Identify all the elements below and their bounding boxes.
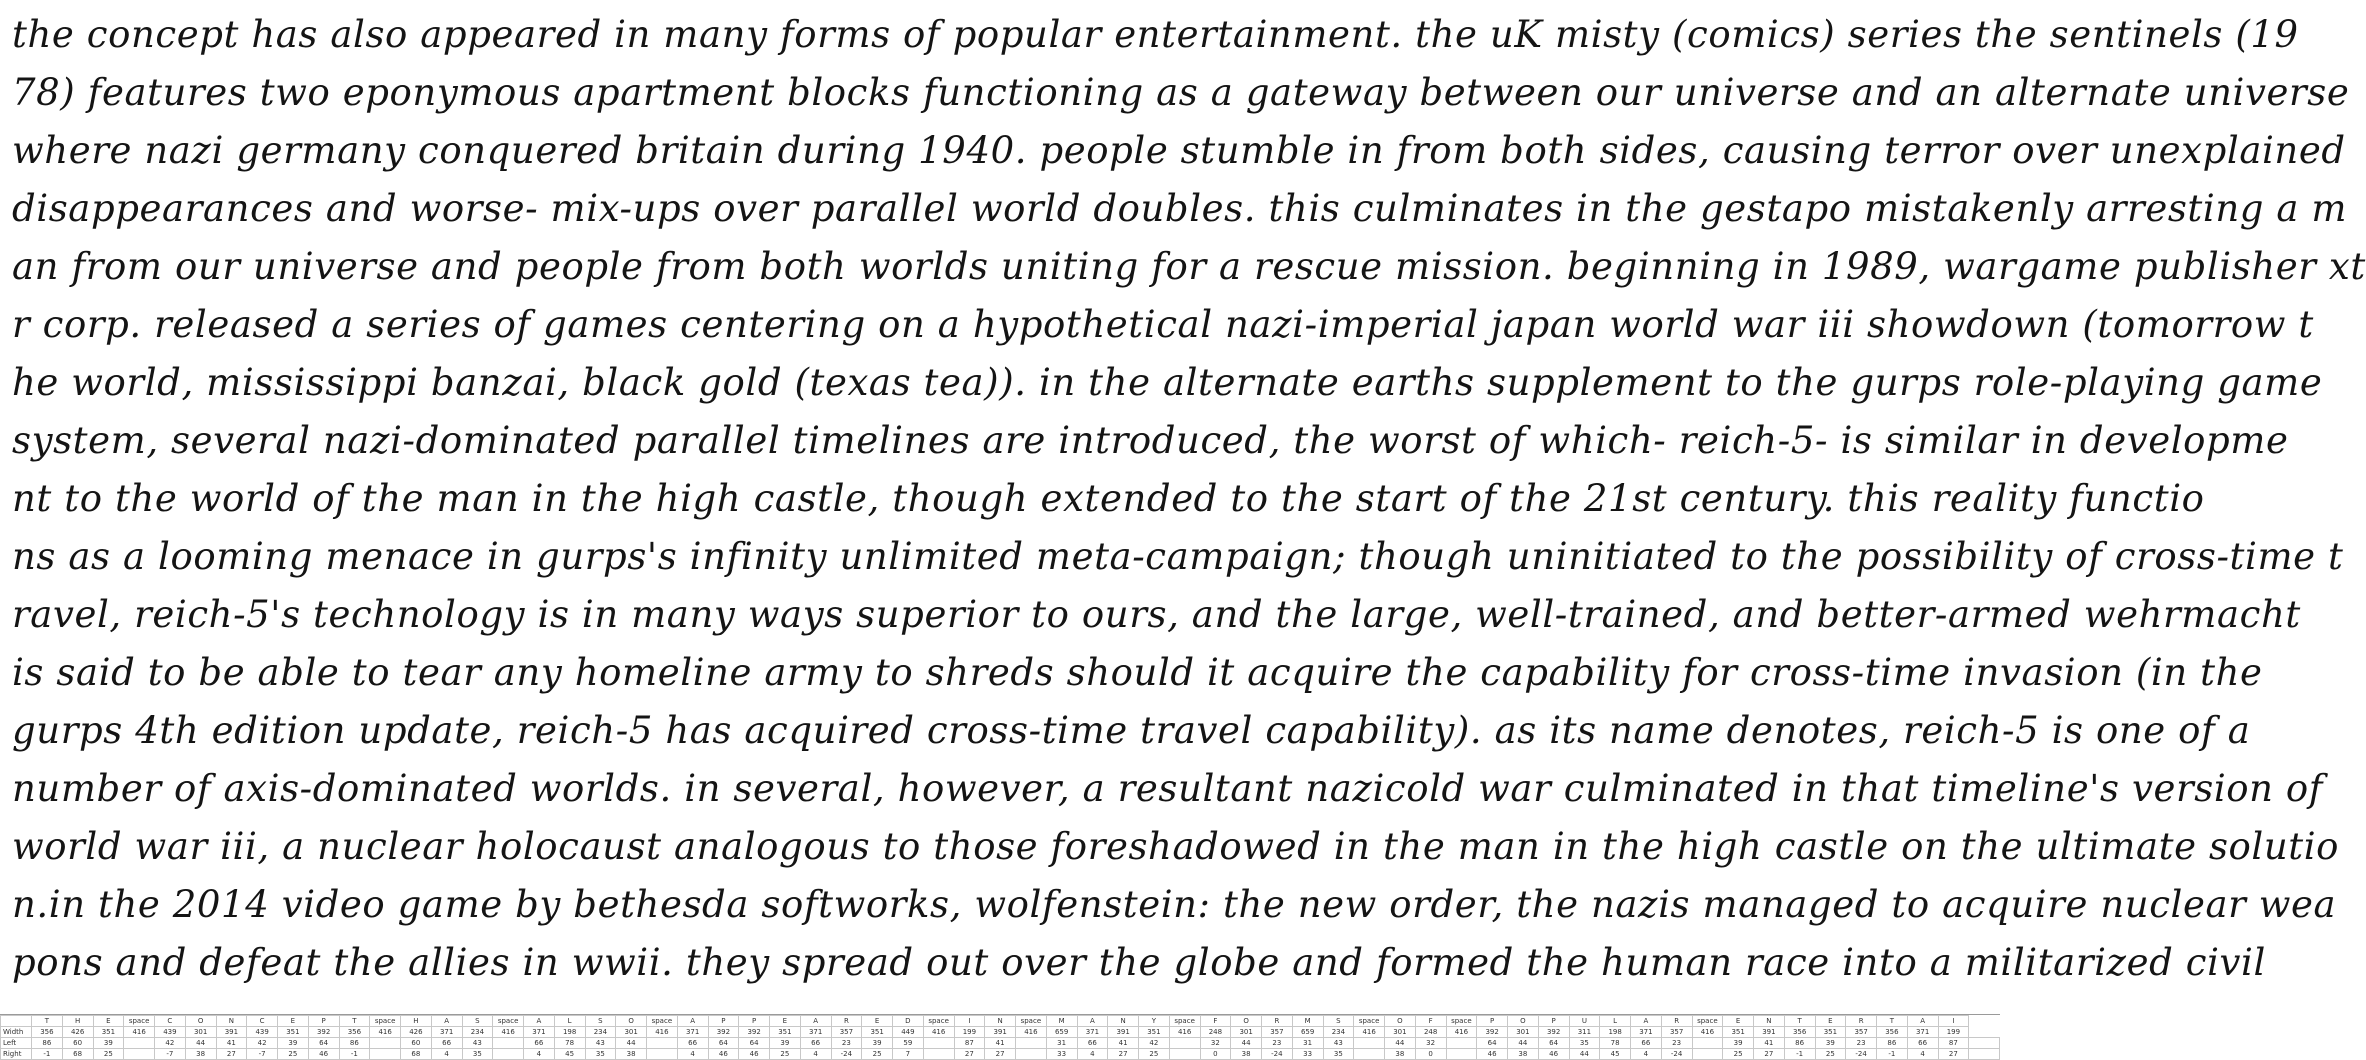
metrics-cell: space [1016,1016,1047,1027]
metrics-cell: 38 [1385,1049,1416,1060]
metrics-cell: 7 [893,1049,924,1060]
metrics-cell: 27 [954,1049,985,1060]
metrics-cell: 371 [677,1027,708,1038]
metrics-cell [370,1038,401,1049]
metrics-cell: P [708,1016,739,1027]
metrics-cell: 46 [708,1049,739,1060]
metrics-cell: 301 [1231,1027,1262,1038]
metrics-cell [124,1038,155,1049]
metrics-cell: 357 [1262,1027,1293,1038]
text-line: disappearances and worse- mix-ups over parallel world doubles. this culminates in the gestapo mistakenly arresting a m [12,187,2348,230]
metrics-cell: space [124,1016,155,1027]
metrics-cell [1446,1038,1477,1049]
metrics-cell: 25 [278,1049,309,1060]
metrics-cell: 416 [647,1027,678,1038]
metrics-cell: 43 [462,1038,493,1049]
metrics-cell: 38 [185,1049,216,1060]
metrics-cell: 86 [1784,1038,1815,1049]
metrics-cell: 416 [923,1027,954,1038]
metrics-cell: 38 [1231,1049,1262,1060]
metrics-cell: 4 [1631,1049,1662,1060]
metrics-cell [1969,1038,2000,1049]
text-line: 78) features two eponymous apartment blocks functioning as a gateway between our universe and an alternate universe [12,71,2350,114]
metrics-cell: 351 [770,1027,801,1038]
metrics-cell: 42 [1139,1038,1170,1049]
metrics-cell: 27 [216,1049,247,1060]
metrics-cell: A [1631,1016,1662,1027]
text-line: ns as a looming menace in gurps's infinity unlimited meta-campaign; though uninitiated to the possibility of cross-time t [12,535,2344,578]
metrics-cell: 416 [493,1027,524,1038]
metrics-cell: 25 [770,1049,801,1060]
metrics-cell: 392 [308,1027,339,1038]
metrics-cell: T [32,1016,63,1027]
metrics-row-label: Right [1,1049,32,1060]
metrics-cell: O [616,1016,647,1027]
metrics-cell: C [247,1016,278,1027]
metrics-cell: 391 [1108,1027,1139,1038]
metrics-cell: 416 [1446,1027,1477,1038]
metrics-cell [1016,1038,1047,1049]
text-line: system, several nazi-dominated parallel timelines are introduced, the worst of which- reich-5- is similar in developme [12,419,2289,462]
metrics-cell: 32 [1200,1038,1231,1049]
metrics-cell: 41 [1754,1038,1785,1049]
metrics-cell: 25 [93,1049,124,1060]
metrics-cell: S [1323,1016,1354,1027]
metrics-cell: 44 [1569,1049,1600,1060]
metrics-cell: 44 [1231,1038,1262,1049]
metrics-cell: 46 [739,1049,770,1060]
metrics-cell: -1 [339,1049,370,1060]
text-line: the concept has also appeared in many forms of popular entertainment. the uK misty (comics) series the sentinels (19 [12,13,2299,56]
metrics-cell: T [1877,1016,1908,1027]
metrics-cell: 416 [1692,1027,1723,1038]
metrics-cell: 87 [1938,1038,1969,1049]
metrics-cell: A [1907,1016,1938,1027]
text-line: is said to be able to tear any homeline army to shreds should it acquire the capability for cross-time invasion (in the [12,651,2263,694]
metrics-cell: 46 [308,1049,339,1060]
metrics-cell [1354,1049,1385,1060]
metrics-cell: -1 [32,1049,63,1060]
metrics-left-row [1,1038,2000,1049]
metrics-cell: space [1446,1016,1477,1027]
metrics-cell: 248 [1415,1027,1446,1038]
metrics-cell: 426 [62,1027,93,1038]
metrics-cell: 45 [554,1049,585,1060]
metrics-cell: 25 [862,1049,893,1060]
metrics-cell [647,1038,678,1049]
metrics-cell: R [1846,1016,1877,1027]
metrics-cell: 301 [185,1027,216,1038]
metrics-cell: space [1169,1016,1200,1027]
metrics-cell: 64 [1477,1038,1508,1049]
metrics-cell: 301 [1385,1027,1416,1038]
metrics-cell: 351 [862,1027,893,1038]
metrics-cell: 38 [1508,1049,1539,1060]
metrics-cell: 357 [1846,1027,1877,1038]
metrics-cell: 41 [216,1038,247,1049]
metrics-row-label [1,1016,32,1027]
metrics-cell: 86 [32,1038,63,1049]
metrics-cell: 60 [62,1038,93,1049]
metrics-cell: 87 [954,1038,985,1049]
metrics-cell: 43 [1323,1038,1354,1049]
metrics-cell: 371 [1077,1027,1108,1038]
metrics-cell: R [1262,1016,1293,1027]
metrics-cell: -7 [247,1049,278,1060]
metrics-cell: 4 [524,1049,555,1060]
metrics-cell [647,1049,678,1060]
metrics-cell: R [831,1016,862,1027]
metrics-cell: S [585,1016,616,1027]
text-line: number of axis-dominated worlds. in several, however, a resultant nazicold war culminated in that timeline's version of [12,767,2324,810]
metrics-cell: 371 [524,1027,555,1038]
metrics-cell: I [954,1016,985,1027]
metrics-cell: P [1477,1016,1508,1027]
metrics-cell: 391 [985,1027,1016,1038]
metrics-cell: 0 [1415,1049,1446,1060]
metrics-cell: 44 [616,1038,647,1049]
metrics-cell: 4 [1907,1049,1938,1060]
metrics-cell: 371 [431,1027,462,1038]
metrics-cell: 27 [1108,1049,1139,1060]
text-line: n.in the 2014 video game by bethesda softworks, wolfenstein: the new order, the nazis managed to acquire nuclear wea [12,883,2337,926]
metrics-cell: I [1938,1016,1969,1027]
metrics-cell [1969,1049,2000,1060]
metrics-cell: 426 [401,1027,432,1038]
metrics-cell: 23 [1661,1038,1692,1049]
metrics-cell: 86 [1877,1038,1908,1049]
metrics-cell: 392 [739,1027,770,1038]
metrics-cell: A [524,1016,555,1027]
metrics-cell: 351 [1139,1027,1170,1038]
metrics-cell: M [1046,1016,1077,1027]
metrics-cell: L [554,1016,585,1027]
text-line: he world, mississippi banzai, black gold (texas tea)). in the alternate earths supplement to the gurps role-playing game [12,361,2323,404]
metrics-cell: 39 [770,1038,801,1049]
metrics-cell: 45 [1600,1049,1631,1060]
metrics-cell: 351 [1723,1027,1754,1038]
metrics-cell: 351 [278,1027,309,1038]
metrics-cell: 27 [1938,1049,1969,1060]
metrics-cell [370,1049,401,1060]
metrics-cell [493,1049,524,1060]
metrics-cell: 35 [462,1049,493,1060]
metrics-cell: 371 [800,1027,831,1038]
metrics-cell: 60 [401,1038,432,1049]
metrics-cell: 4 [800,1049,831,1060]
metrics-cell: 64 [308,1038,339,1049]
metrics-cell: 25 [1139,1049,1170,1060]
metrics-cell: 23 [831,1038,862,1049]
metrics-cell [1692,1038,1723,1049]
metrics-cell: A [800,1016,831,1027]
metrics-cell: 78 [1600,1038,1631,1049]
metrics-cell: E [93,1016,124,1027]
metrics-cell: 66 [1907,1038,1938,1049]
metrics-cell: 25 [1815,1049,1846,1060]
metrics-cell: U [1569,1016,1600,1027]
metrics-cell: 27 [985,1049,1016,1060]
metrics-cell: 64 [1538,1038,1569,1049]
metrics-cell: 68 [401,1049,432,1060]
text-line: nt to the world of the man in the high castle, though extended to the start of the 21st century. this reality functio [12,477,2205,520]
metrics-cell: 392 [1477,1027,1508,1038]
metrics-cell: 659 [1046,1027,1077,1038]
metrics-cell: M [1292,1016,1323,1027]
metrics-cell: 391 [1754,1027,1785,1038]
metrics-cell: 351 [93,1027,124,1038]
metrics-cell: -24 [1846,1049,1877,1060]
metrics-cell: R [1661,1016,1692,1027]
metrics-cell: 33 [1046,1049,1077,1060]
metrics-cell: T [1784,1016,1815,1027]
metrics-cell [1169,1038,1200,1049]
metrics-cell: 27 [1754,1049,1785,1060]
metrics-cell: 392 [1538,1027,1569,1038]
metrics-cell: 44 [1385,1038,1416,1049]
metrics-cell: 78 [554,1038,585,1049]
metrics-cell: 39 [93,1038,124,1049]
metrics-cell: 449 [893,1027,924,1038]
metrics-cell: 66 [677,1038,708,1049]
metrics-row-label: Width [1,1027,32,1038]
metrics-cell: -24 [1262,1049,1293,1060]
text-line: r corp. released a series of games centering on a hypothetical nazi-imperial japan world war iii showdown (tomorrow t [12,303,2314,346]
metrics-cell: 66 [800,1038,831,1049]
metrics-cell: 234 [1323,1027,1354,1038]
metrics-cell: 4 [1077,1049,1108,1060]
metrics-cell: space [1354,1016,1385,1027]
metrics-cell: O [1231,1016,1262,1027]
metrics-cell: 371 [1631,1027,1662,1038]
metrics-cell: E [278,1016,309,1027]
metrics-cell: F [1200,1016,1231,1027]
metrics-cell: 301 [616,1027,647,1038]
metrics-cell: 64 [739,1038,770,1049]
metrics-cell: 356 [339,1027,370,1038]
metrics-cell: 234 [585,1027,616,1038]
metrics-cell: 416 [370,1027,401,1038]
metrics-cell: 199 [1938,1027,1969,1038]
metrics-cell: A [1077,1016,1108,1027]
metrics-cell: 42 [155,1038,186,1049]
metrics-cell: 23 [1846,1038,1877,1049]
metrics-cell: 439 [155,1027,186,1038]
metrics-cell: 66 [524,1038,555,1049]
metrics-cell: -1 [1877,1049,1908,1060]
metrics-cell: 42 [247,1038,278,1049]
metrics-cell: 356 [1784,1027,1815,1038]
metrics-cell: 248 [1200,1027,1231,1038]
metrics-cell: space [493,1016,524,1027]
metrics-cell: 4 [431,1049,462,1060]
metrics-width-row [1,1027,2000,1038]
metrics-cell: 38 [616,1049,647,1060]
metrics-cell [923,1038,954,1049]
metrics-cell: 356 [1877,1027,1908,1038]
metrics-cell: 416 [1016,1027,1047,1038]
metrics-cell: 416 [1169,1027,1200,1038]
metrics-cell: space [923,1016,954,1027]
metrics-cell: -7 [155,1049,186,1060]
text-line: ravel, reich-5's technology is in many ways superior to ours, and the large, well-trained, and better-armed wehrmacht [12,593,2301,636]
metrics-cell: 0 [1200,1049,1231,1060]
metrics-cell: 439 [247,1027,278,1038]
text-line: an from our universe and people from both worlds uniting for a rescue mission. beginning in 1989, wargame publisher xt [12,245,2366,288]
metrics-cell: 198 [554,1027,585,1038]
metrics-cell: 351 [1815,1027,1846,1038]
metrics-cell: 4 [677,1049,708,1060]
metrics-cell: 311 [1569,1027,1600,1038]
metrics-cell: 659 [1292,1027,1323,1038]
metrics-cell: 416 [124,1027,155,1038]
metrics-cell: L [1600,1016,1631,1027]
metrics-cell: 39 [1815,1038,1846,1049]
font-metrics-table [0,1014,2000,1058]
metrics-cell: C [155,1016,186,1027]
metrics-cell: 32 [1415,1038,1446,1049]
metrics-cell: Y [1139,1016,1170,1027]
metrics-cell: space [370,1016,401,1027]
metrics-cell: A [431,1016,462,1027]
text-line: where nazi germany conquered britain during 1940. people stumble in from both sides, causing terror over unexplained [12,129,2346,172]
metrics-cell: N [216,1016,247,1027]
metrics-cell: P [1538,1016,1569,1027]
metrics-cell [1692,1049,1723,1060]
metrics-cell: H [401,1016,432,1027]
text-line: gurps 4th edition update, reich-5 has acquired cross-time travel capability). as its name denotes, reich-5 is one of a [12,709,2251,752]
metrics-cell: 357 [831,1027,862,1038]
metrics-cell: O [185,1016,216,1027]
metrics-cell [1016,1049,1047,1060]
metrics-cell: E [1723,1016,1754,1027]
metrics-cell: 25 [1723,1049,1754,1060]
metrics-cell: 59 [893,1038,924,1049]
metrics-cell: 33 [1292,1049,1323,1060]
metrics-cell: space [1692,1016,1723,1027]
metrics-cell: E [1815,1016,1846,1027]
metrics-cell: 392 [708,1027,739,1038]
metrics-cell: -24 [1661,1049,1692,1060]
metrics-cell: 31 [1292,1038,1323,1049]
metrics-cell: D [893,1016,924,1027]
metrics-row-label: Left [1,1038,32,1049]
metrics-cell: 41 [1108,1038,1139,1049]
metrics-cell: 64 [708,1038,739,1049]
metrics-cell [1446,1049,1477,1060]
metrics-cell: 66 [1631,1038,1662,1049]
metrics-cell: -24 [831,1049,862,1060]
metrics-cell: S [462,1016,493,1027]
metrics-cell: 39 [278,1038,309,1049]
metrics-cell: 391 [216,1027,247,1038]
text-line: world war iii, a nuclear holocaust analogous to those foreshadowed in the man in the high castle on the ultimate solutio [12,825,2340,868]
metrics-cell: 46 [1538,1049,1569,1060]
metrics-cell: 199 [954,1027,985,1038]
metrics-grid [0,1015,2000,1060]
metrics-cell: 356 [32,1027,63,1038]
metrics-cell: -1 [1784,1049,1815,1060]
metrics-cell: 68 [62,1049,93,1060]
metrics-right-row [1,1049,2000,1060]
metrics-cell [493,1038,524,1049]
metrics-cell: 43 [585,1038,616,1049]
metrics-cell [923,1049,954,1060]
metrics-cell: 371 [1907,1027,1938,1038]
handwritten-text-block [12,6,2366,1014]
metrics-cell: 35 [1569,1038,1600,1049]
metrics-cell: N [1754,1016,1785,1027]
metrics-cell: E [862,1016,893,1027]
metrics-cell: 44 [1508,1038,1539,1049]
metrics-cell: 66 [1077,1038,1108,1049]
metrics-cell: 301 [1508,1027,1539,1038]
metrics-cell: O [1508,1016,1539,1027]
metrics-cell: 44 [185,1038,216,1049]
metrics-cell [1354,1038,1385,1049]
metrics-cell: T [339,1016,370,1027]
metrics-cell: N [985,1016,1016,1027]
metrics-cell: 23 [1262,1038,1293,1049]
metrics-cell: 39 [862,1038,893,1049]
metrics-cell [124,1049,155,1060]
metrics-cell: space [647,1016,678,1027]
metrics-char-row [1,1016,2000,1027]
metrics-cell: 31 [1046,1038,1077,1049]
metrics-cell: 86 [339,1038,370,1049]
text-line: pons and defeat the allies in wwii. they spread out over the globe and formed the human race into a militarized civil [12,941,2266,984]
metrics-cell: 357 [1661,1027,1692,1038]
metrics-cell: H [62,1016,93,1027]
metrics-cell: 198 [1600,1027,1631,1038]
metrics-cell: P [739,1016,770,1027]
metrics-cell: 416 [1354,1027,1385,1038]
metrics-cell: 66 [431,1038,462,1049]
metrics-cell: 234 [462,1027,493,1038]
metrics-cell: F [1415,1016,1446,1027]
metrics-cell [1169,1049,1200,1060]
metrics-cell: O [1385,1016,1416,1027]
metrics-cell: E [770,1016,801,1027]
metrics-cell: 41 [985,1038,1016,1049]
metrics-cell: 35 [585,1049,616,1060]
metrics-cell: A [677,1016,708,1027]
metrics-cell: 46 [1477,1049,1508,1060]
metrics-cell: N [1108,1016,1139,1027]
metrics-cell: 35 [1323,1049,1354,1060]
metrics-cell: 39 [1723,1038,1754,1049]
metrics-cell: P [308,1016,339,1027]
